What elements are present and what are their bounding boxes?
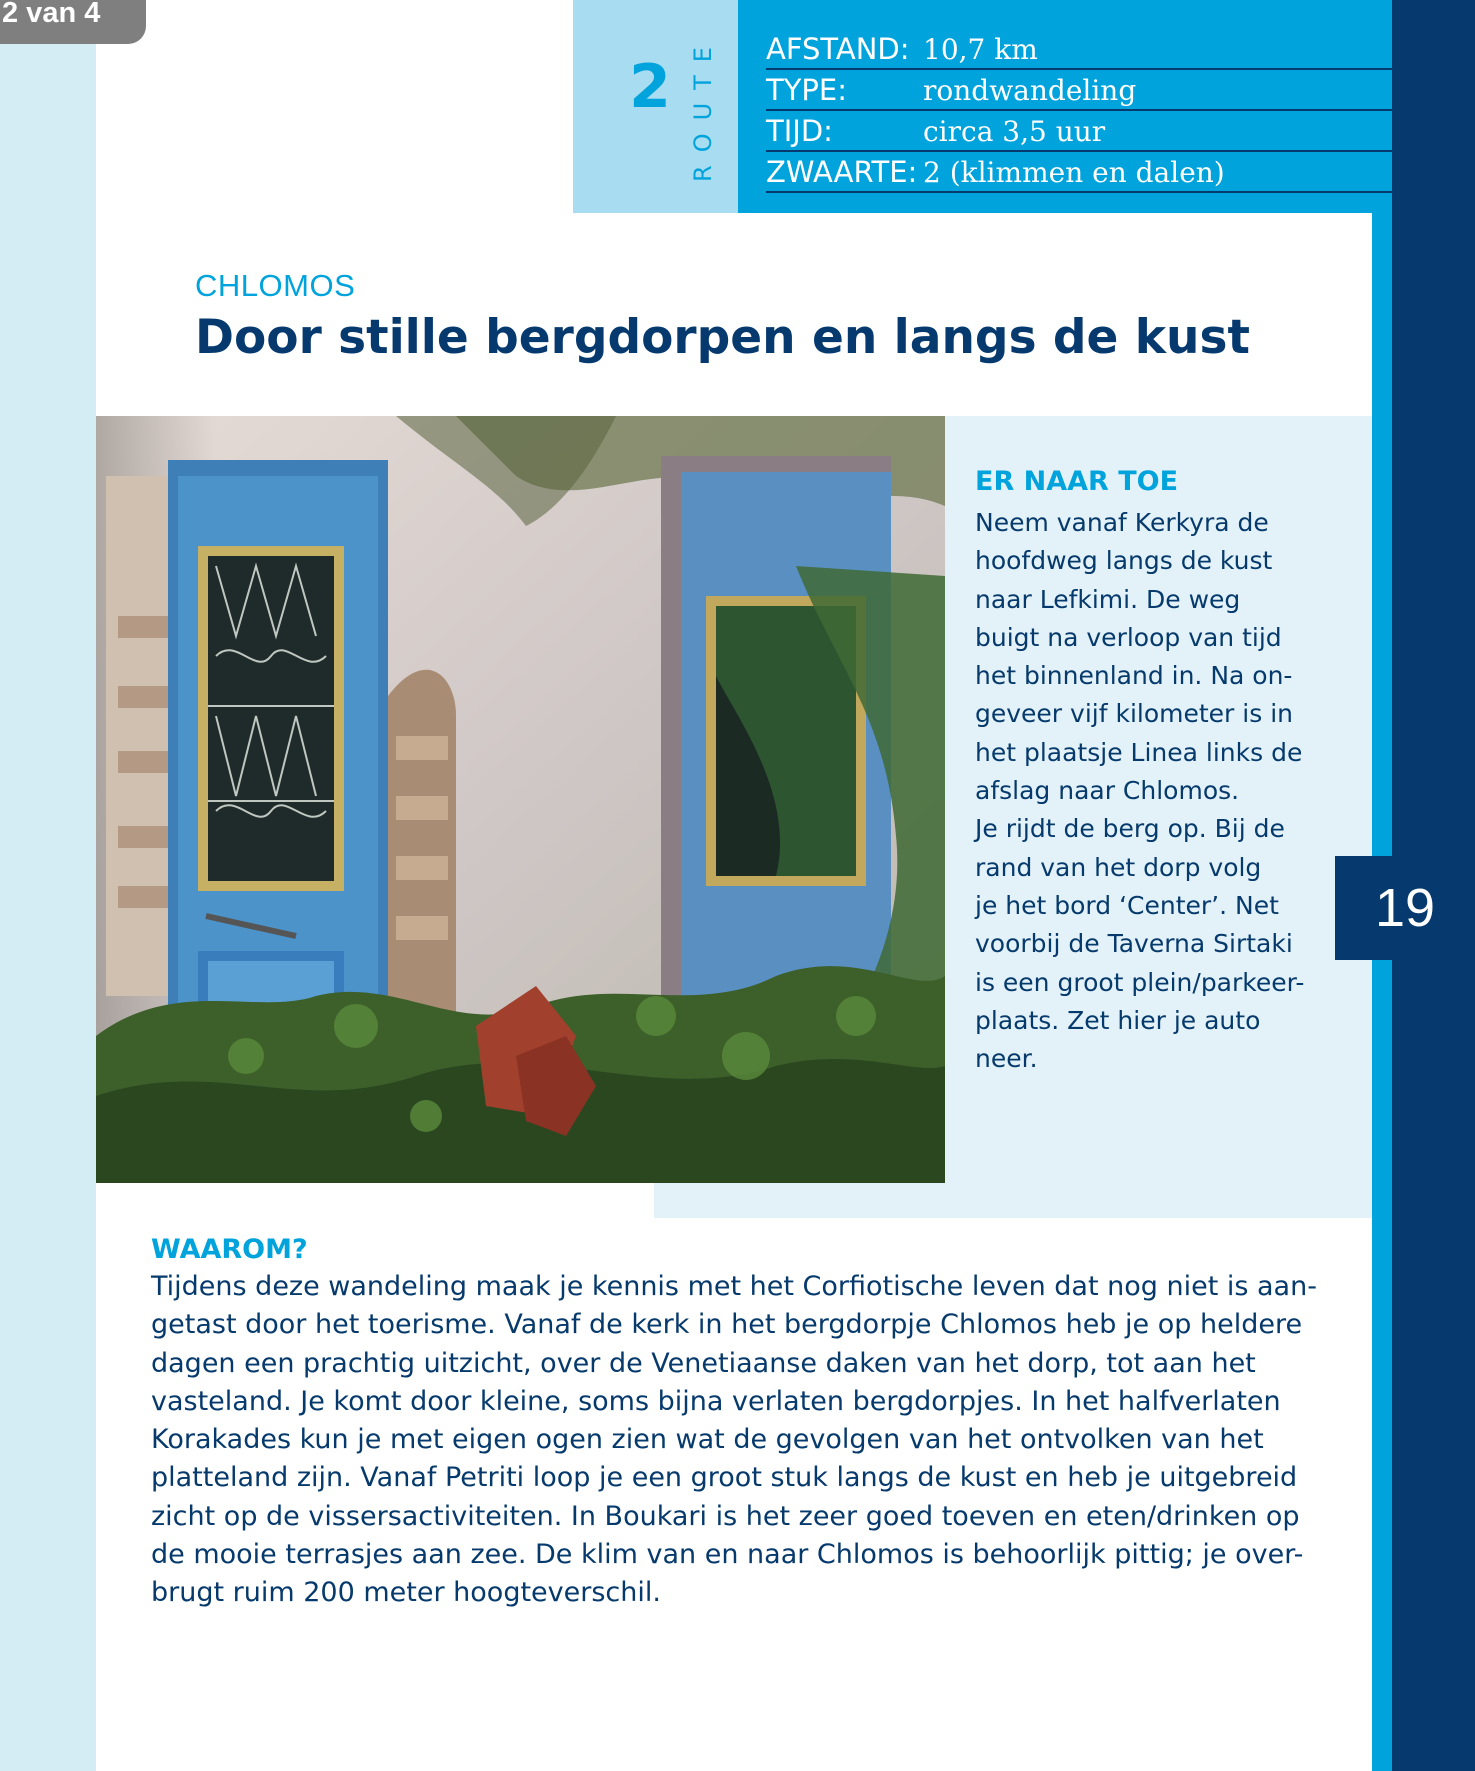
route-label: ROUTE [689, 34, 717, 182]
sidebar-line: je het bord ‘Center’. Net [975, 890, 1279, 920]
info-row-type [766, 69, 1392, 111]
sidebar-line: het binnenland in. Na on- [975, 661, 1293, 691]
why-body [151, 1268, 1331, 1613]
page-title: Door stille bergdorpen en langs de kust [195, 310, 1250, 365]
info-row-zwaarte [766, 151, 1392, 193]
info-key: TIJD: [766, 114, 833, 148]
route-number: 2 [629, 52, 671, 122]
sidebar-body [975, 504, 1305, 1078]
info-key: TYPE: [766, 73, 848, 107]
sidebar-line: voorbij de Taverna Sirtaki [975, 929, 1293, 959]
info-row-afstand [766, 28, 1392, 70]
why-line: Korakades kun je met eigen ogen zien wat de gevolgen van het ontvolken van het [151, 1424, 1264, 1456]
page-number: 19 [1335, 856, 1475, 960]
sidebar-line: Je rijdt de berg op. Bij de [975, 814, 1285, 844]
info-value: circa 3,5 uur [923, 115, 1106, 148]
why-line: zicht op de vissersactiviteiten. In Boukari is het zeer goed toeven en eten/drinken op [151, 1500, 1300, 1532]
why-line: dagen een prachtig uitzicht, over de Venetiaanse daken van het dorp, tot aan het [151, 1347, 1256, 1379]
why-line: de mooie terrasjes aan zee. De klim van en naar Chlomos is behoorlijk pittig; je over- [151, 1539, 1304, 1571]
sidebar-line: geveer vijf kilometer is in [975, 699, 1293, 729]
sidebar-line: neer. [975, 1044, 1038, 1074]
info-value: 10,7 km [923, 33, 1038, 66]
why-heading: WAAROM? [151, 1234, 308, 1265]
sidebar-line: Neem vanaf Kerkyra de [975, 508, 1269, 537]
info-value: rondwandeling [923, 74, 1137, 107]
location-kicker: CHLOMOS [195, 268, 356, 303]
info-key: ZWAARTE: [766, 155, 918, 189]
left-margin-strip [0, 0, 96, 1771]
info-row-tijd [766, 110, 1392, 152]
sidebar-line: plaats. Zet hier je auto [975, 1005, 1261, 1035]
sidebar-background-extension [654, 1183, 1372, 1218]
why-line: platteland zijn. Vanaf Petriti loop je een groot stuk langs de kust en heb je uitgebreid [151, 1462, 1298, 1494]
sidebar-line: afslag naar Chlomos. [975, 776, 1240, 806]
sidebar-line: hoofdweg langs de kust [975, 546, 1273, 576]
sidebar-line: rand van het dorp volg [975, 852, 1262, 882]
why-line: brugt ruim 200 meter hoogteverschil. [151, 1577, 661, 1609]
info-key: AFSTAND: [766, 32, 910, 66]
sidebar-heading: ER NAAR TOE [975, 466, 1179, 497]
sidebar-line: het plaatsje Linea links de [975, 737, 1303, 767]
sidebar-line: buigt na verloop van tijd [975, 622, 1282, 652]
village-doors-photo [96, 416, 945, 1183]
why-line: vasteland. Je komt door kleine, soms bijna verlaten bergdorpjes. In het halfverlaten [151, 1385, 1281, 1417]
info-value: 2 (klimmen en dalen) [923, 156, 1225, 189]
page-indicator: 2 van 4 [0, 0, 146, 44]
why-line: Tijdens deze wandeling maak je kennis met het Corfiotische leven dat nog niet is aan- [151, 1271, 1317, 1302]
sidebar-line: is een groot plein/parkeer- [975, 967, 1305, 997]
why-line: getast door het toerisme. Vanaf de kerk in het bergdorpje Chlomos heb je op heldere [151, 1309, 1303, 1341]
sidebar-line: naar Lefkimi. De weg [975, 584, 1241, 614]
